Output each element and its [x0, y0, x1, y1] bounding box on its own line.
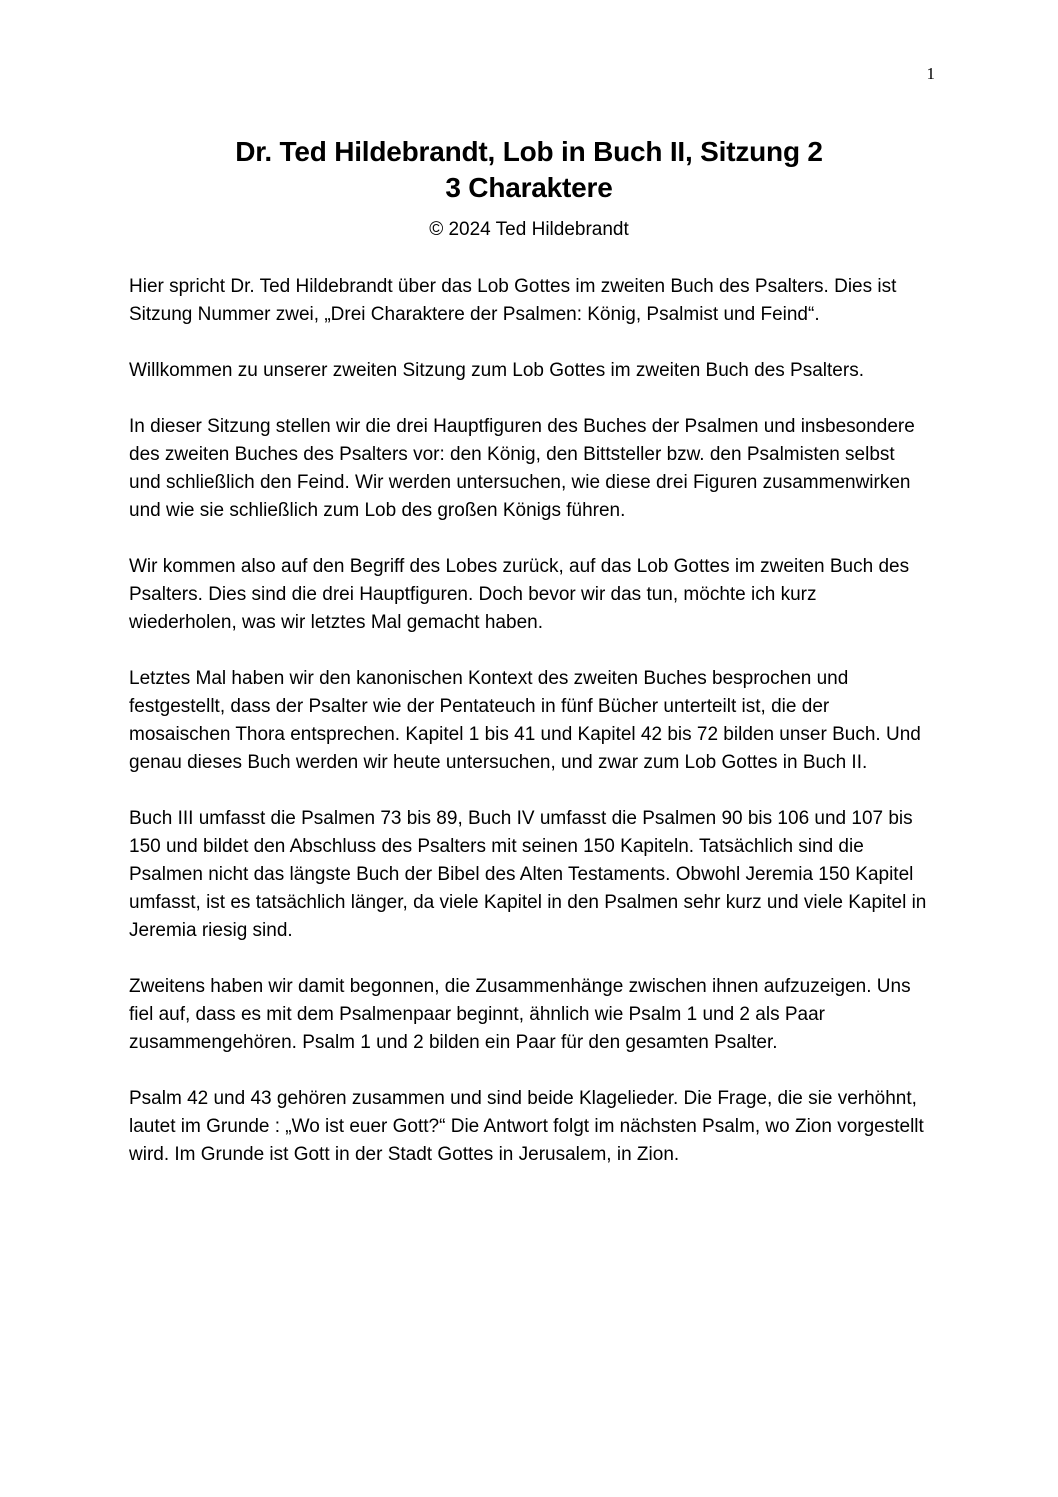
title-line-1: Dr. Ted Hildebrandt, Lob in Buch II, Sitzung 2 [235, 136, 823, 167]
document-header [0, 134, 1058, 244]
paragraph: Buch III umfasst die Psalmen 73 bis 89, Buch IV umfasst die Psalmen 90 bis 106 und 107 bis 150 und bildet den Abschluss des Psalters mit seinen 150 Kapiteln. Tatsächlich sind die Psalmen nicht das längste Buch der Bibel des Alten Testaments. Obwohl Jeremia 150 Kapitel umfasst, ist es tatsächlich länger, da viele Kapitel in den Psalmen sehr kurz und viele Kapitel in Jeremia riesig sind. [129, 808, 927, 941]
document-body [129, 273, 929, 1197]
paragraph: In dieser Sitzung stellen wir die drei Hauptfiguren des Buches der Psalmen und insbesondere des zweiten Buches des Psalters vor: den König, den Bittsteller bzw. den Psalmisten selbst und schließlich den Feind. Wir werden untersuchen, wie diese drei Figuren zusammenwirken und wie sie schließlich zum Lob des großen Königs führen. [129, 416, 915, 521]
document-title [0, 134, 1058, 206]
paragraph: Willkommen zu unserer zweiten Sitzung zum Lob Gottes im zweiten Buch des Psalters. [129, 360, 864, 381]
page-number: 1 [926, 64, 935, 83]
paragraph: Psalm 42 und 43 gehören zusammen und sind beide Klagelieder. Die Frage, die sie verhöhnt, lautet im Grunde : „Wo ist euer Gott?“ Die Antwort folgt im nächsten Psalm, wo Zion vorgestellt wird. Im Grunde ist Gott in der Stadt Gottes in Jerusalem, in Zion. [129, 1088, 924, 1165]
paragraph: Wir kommen also auf den Begriff des Lobes zurück, auf das Lob Gottes im zweiten Buch des Psalters. Dies sind die drei Hauptfiguren. Doch bevor wir das tun, möchte ich kurz wiederholen, was wir letztes Mal gemacht haben. [129, 556, 910, 633]
copyright-notice: © 2024 Ted Hildebrandt [429, 219, 629, 240]
paragraph: Hier spricht Dr. Ted Hildebrandt über das Lob Gottes im zweiten Buch des Psalters. Dies ist Sitzung Nummer zwei, „Drei Charaktere der Psalmen: König, Psalmist und Feind“. [129, 276, 897, 325]
title-line-2: 3 Charaktere [445, 172, 613, 203]
paragraph: Zweitens haben wir damit begonnen, die Zusammenhänge zwischen ihnen aufzuzeigen. Uns fiel auf, dass es mit dem Psalmenpaar beginnt, ähnlich wie Psalm 1 und 2 als Paar zusammengehören. Psalm 1 und 2 bilden ein Paar für den gesamten Psalter. [129, 976, 911, 1053]
paragraph: Letztes Mal haben wir den kanonischen Kontext des zweiten Buches besprochen und festgestellt, dass der Psalter wie der Pentateuch in fünf Bücher unterteilt ist, die der mosaischen Thora entsprechen. Kapitel 1 bis 41 und Kapitel 42 bis 72 bilden unser Buch. Und genau dieses Buch werden wir heute untersuchen, und zwar zum Lob Gottes in Buch II. [129, 668, 921, 773]
